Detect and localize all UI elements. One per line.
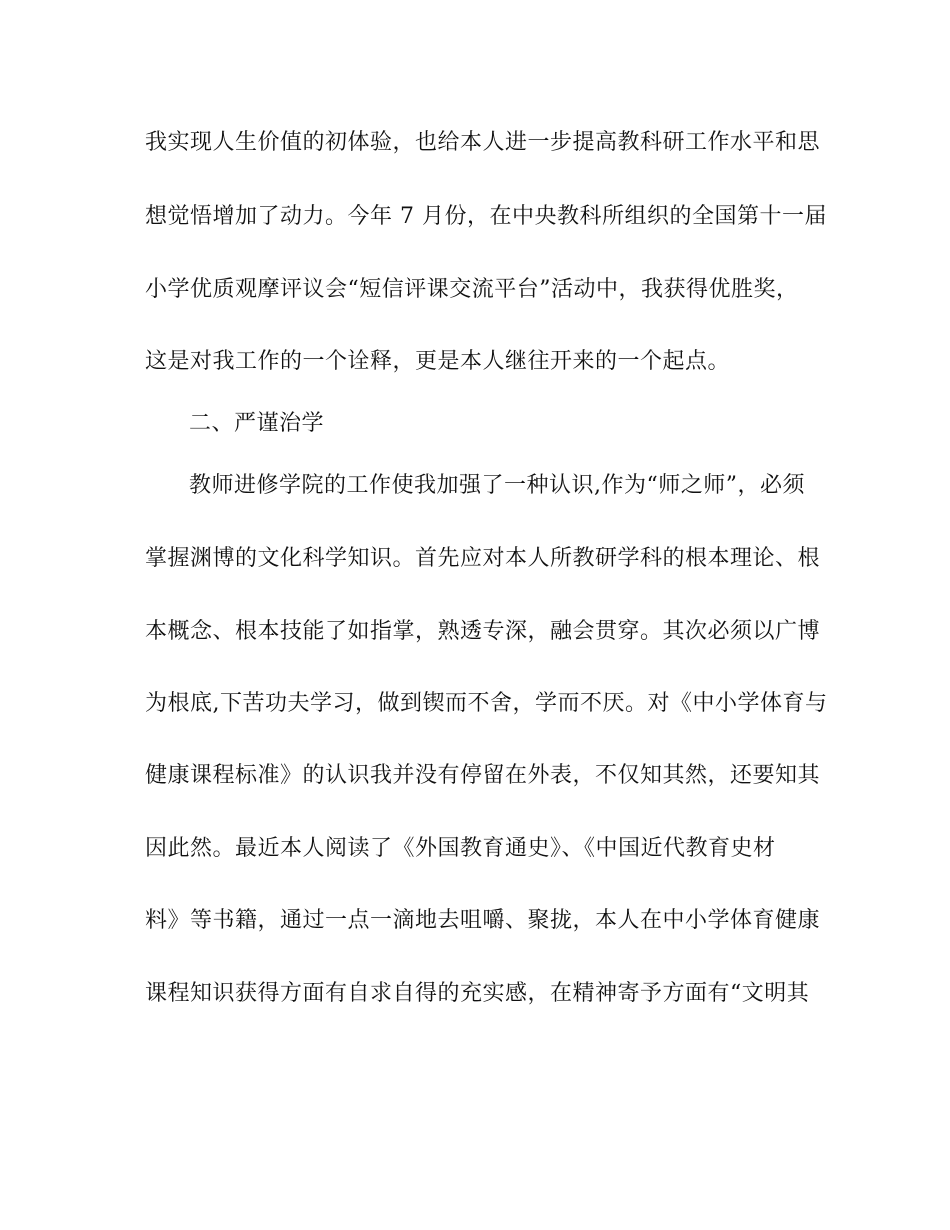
paragraph-line: 想觉悟增加了动力。今年 7 月份，在中央教科所组织的全国第十一届 — [145, 204, 827, 229]
paragraph-line: 健康课程标准》的认识我并没有停留在外表，不仅知其然，还要知其 — [145, 763, 821, 788]
paragraph-line: 这是对我工作的一个诠释，更是本人继往开来的一个起点。 — [145, 349, 731, 374]
section-heading: 二、严谨治学 — [189, 411, 325, 436]
paragraph-line: 因此然。最近本人阅读了《外国教育通史》、《中国近代教育史材 — [145, 836, 776, 861]
paragraph-line: 料》等书籍，通过一点一滴地去咀嚼、聚拢，本人在中小学体育健康 — [145, 908, 821, 933]
paragraph-line: 课程知识获得方面有自求自得的充实感，在精神寄予方面有“文明其 — [145, 981, 810, 1006]
paragraph-line: 教师进修学院的工作使我加强了一种认识,作为“师之师”，必须 — [189, 473, 805, 498]
paragraph-line: 本概念、根本技能了如指掌，熟透专深，融会贯穿。其次必须以广博 — [145, 619, 821, 644]
paragraph-line: 掌握渊博的文化科学知识。首先应对本人所教研学科的根本理论、根 — [145, 546, 821, 571]
paragraph-line: 我实现人生价值的初体验，也给本人进一步提高教科研工作水平和思 — [145, 130, 821, 155]
paragraph-line: 小学优质观摩评议会“短信评课交流平台”活动中，我获得优胜奖， — [145, 277, 799, 302]
paragraph-line: 为根底,下苦功夫学习，做到锲而不舍，学而不厌。对《中小学体育与 — [145, 691, 828, 716]
